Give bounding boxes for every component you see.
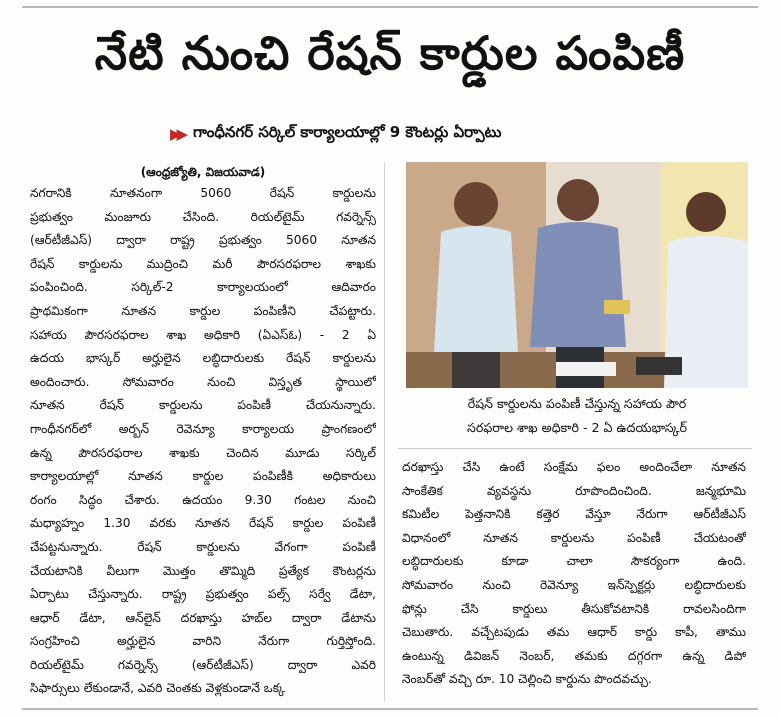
text-line: ఏర్పాటు చేస్తున్నారు. రాష్ట్ర ప్రభుత్వం పల్స్‌ సర్వే డేటా,: [30, 587, 376, 602]
text-line: ఉన్న పౌరసరఫరాల శాఖకు చెందిన మూడు సర్కిల్‌: [30, 445, 376, 460]
text-line: పంపించింది. సర్కిల్‌-2 కార్యాలయంలో ఆదివారం: [30, 280, 376, 295]
news-photo: [406, 162, 748, 388]
text-line: కార్యాలయాల్లో నూతన కార్డుల పంపిణీకి అధికారులు: [30, 469, 376, 484]
caption-line: రేషన్‌ కార్డులను పంపిణీ చేస్తున్న సహాయ పౌర: [467, 396, 687, 411]
photo-illustration: [406, 162, 748, 388]
top-rule: [22, 6, 758, 8]
text-line: నగరానికి నూతనంగా 5060 రేషన్‌ కార్డులను: [30, 186, 376, 200]
text-line: సంగ్రహించి అర్హులైన వారిని నేరుగా గుర్తిస్తోంది.: [30, 634, 376, 649]
subheadline-text: గాంధీనగర్‌ సర్కిల్‌ కార్యాలయాల్లో 9 కౌంటర్లు ఏర్పాటు: [193, 123, 502, 141]
left-column: [30, 162, 376, 701]
text-line: సహాయ పౌరసరఫరాల శాఖ అధికారి (ఏఎస్‌ఓ) - 2 ఏ: [30, 327, 376, 342]
right-column-text: [402, 456, 746, 692]
text-line: చెబుతారు. వచ్చేటపుడు తమ ఆధార్‌ కార్డు కాపీ, తాము: [402, 625, 746, 640]
text-line: రియల్‌టైమ్‌ గవర్నెన్స్‌ (ఆర్‌టీజీఎస్‌) ద్వారా ఎవరి: [30, 657, 376, 672]
left-column-text: [30, 182, 376, 701]
text-line: చేయటానికి వీలుగా మొత్తం తొమ్మిది ప్రత్యేక కౌంటర్లను: [30, 563, 376, 578]
text-line: ఫోన్లు చేసి కార్డులు తీసుకోవటానికి రావలసిందిగా: [402, 601, 746, 616]
text-line: దరఖాస్తు చేసి ఉంటే సంక్షేమ ఫలం అందించేలా నూతన: [402, 460, 746, 474]
text-line: అందించారు. సోమవారం నుంచి విస్తృత స్థాయిలో: [30, 374, 376, 389]
headline: నేటి నుంచి రేషన్‌ కార్డుల పంపిణీ: [94, 26, 686, 80]
text-line: సిఫార్సులు లేకుండానే, ఎవరి చెంతకు వెళ్లకుండానే ఒక్క: [30, 681, 285, 696]
text-line: కమిటీల పెత్తనానికి కత్తెర వేస్తూ నేరుగా ఆర్‌టీజీఎస్‌: [402, 507, 746, 522]
caption-divider: [398, 448, 752, 449]
text-line: మధ్యాహ్నం 1.30 వరకు నూతన రేషన్‌ కార్డుల పంపిణీ: [30, 516, 376, 531]
column-divider: [384, 162, 385, 702]
text-line: సోమవారం నుంచి రెవెన్యూ ఇన్‌స్పెక్టర్లు లబ్ధిదారులకు: [402, 577, 746, 592]
text-line: ప్రభుత్వం మంజూరు చేసింది. రియల్‌టైమ్‌ గవర్నెన్స్‌: [30, 209, 376, 224]
dateline: (ఆంధ్రజ్యోతి, విజయవాడ): [140, 165, 266, 179]
text-line: సాంకేతిక వ్యవస్థను రూపొందించింది. జన్మభూమి: [402, 483, 746, 498]
text-line: (ఆర్‌టీజీఎస్‌) ద్వారా రాష్ట్ర ప్రభుత్వం 5060 నూతన: [30, 233, 376, 248]
text-line: ఉదయ భాస్కర్‌ అర్హులైన లబ్ధిదారులకు రేషన్‌ కార్డులను: [30, 351, 376, 366]
text-line: రంగం సిద్ధం చేశారు. ఉదయం 9.30 గంటల నుంచి: [30, 492, 376, 507]
bottom-rule: [22, 708, 758, 710]
text-line: ప్రాథమికంగా నూతన కార్డుల పంపిణీని చేపట్టారు.: [30, 303, 376, 318]
subheadline: [170, 122, 501, 146]
text-line: ఆధార్‌ డేటా, ఆన్‌లైన్‌ దరఖాస్తు హబ్‌ల ద్వారా డేటాను: [30, 610, 376, 625]
text-line: లబ్ధిదారులకు కూడా చాలా సౌకర్యంగా ఉంది.: [402, 554, 746, 569]
text-line: నెంబర్‌తో వచ్చి రూ. 10 చెల్లించి కార్డును పొందవచ్చు.: [402, 672, 652, 687]
text-line: గాంధీనగర్‌లో అర్బన్‌ రెవెన్యూ కార్యాలయ ప్రాంగణంలో: [30, 421, 376, 436]
text-line: రేషన్‌ కార్డులను ముద్రించి మరీ పౌరసరఫరాల శాఖకు: [30, 256, 376, 271]
text-line: విధానంలో నూతన కార్డులను పంపిణీ చేయటంతో: [402, 530, 746, 545]
caption-line: సరఫరాల శాఖ అధికారి - 2 ఏ ఉదయభాస్కర్‌: [467, 420, 687, 435]
text-line: ఉంటున్న డివిజన్‌ నెంబర్‌, తమకు దగ్గరగా ఉన్న డిపో: [402, 648, 746, 663]
double-arrow-icon: ▶▶: [170, 125, 184, 143]
right-column: [402, 456, 746, 692]
photo-caption: [392, 392, 762, 440]
text-line: చేపట్టనున్నారు. రేషన్‌ కార్డులను వేగంగా పంపిణీ: [30, 539, 376, 554]
text-line: నూతన రేషన్‌ కార్డులను పంపిణీ చేయనున్నారు.: [30, 398, 376, 413]
